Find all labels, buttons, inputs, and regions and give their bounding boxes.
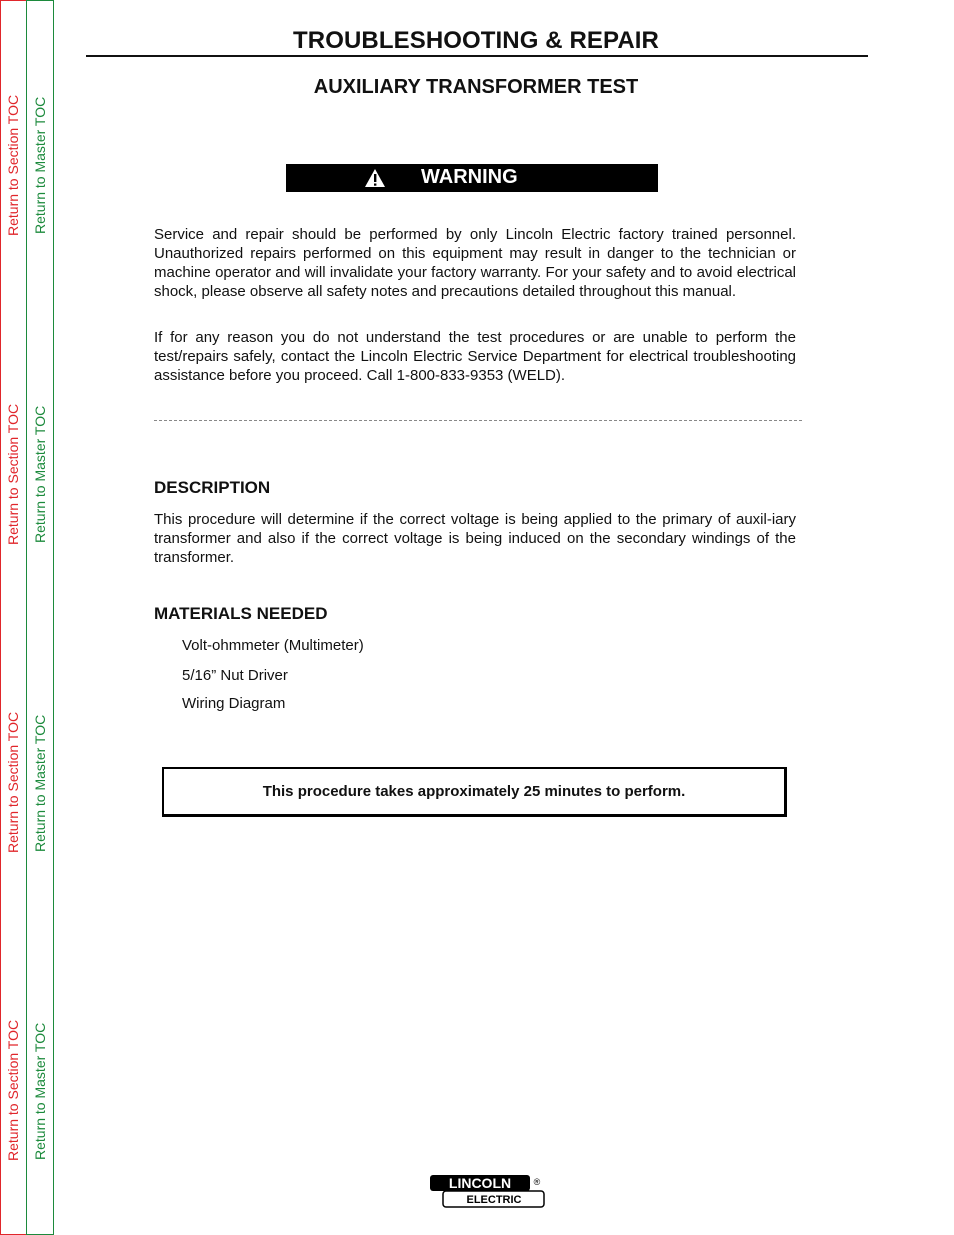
return-to-master-toc-link-4[interactable]: Return to Master TOC <box>32 1022 48 1160</box>
logo-line1: LINCOLN <box>448 1175 512 1191</box>
return-to-section-toc-link-4[interactable]: Return to Section TOC <box>5 1019 21 1161</box>
warning-banner <box>286 164 658 192</box>
return-to-master-toc-link-3[interactable]: Return to Master TOC <box>32 714 48 852</box>
procedure-time-text: This procedure takes approximately 25 minutes to perform. <box>262 783 686 800</box>
dashed-divider <box>154 420 802 421</box>
warning-paragraph-1: Service and repair should be performed by only Lincoln Electric factory trained personnel. Unauthorized repairs performed on this equipment may result in danger to the technician or machine operator and will invalidate your factory warranty. For your safety and to avoid electrical shock, please observe all safety notes and precautions detailed throughout this manual. <box>154 226 796 300</box>
lincoln-electric-logo <box>429 1174 547 1210</box>
materials-heading: MATERIALS NEEDED <box>154 604 328 623</box>
page-title: TROUBLESHOOTING & REPAIR <box>293 27 659 54</box>
return-to-section-toc-link-1[interactable]: Return to Section TOC <box>5 94 21 236</box>
return-to-master-toc-link-1[interactable]: Return to Master TOC <box>32 96 48 234</box>
return-to-section-toc-link-2[interactable]: Return to Section TOC <box>5 403 21 545</box>
material-item: 5/16” Nut Driver <box>182 667 288 684</box>
material-item: Volt-ohmmeter (Multimeter) <box>182 637 364 654</box>
warning-label: WARNING <box>421 166 518 188</box>
warning-paragraph-2: If for any reason you do not understand the test procedures or are unable to perform the test/repairs safely, contact the Lincoln Electric Service Department for electrical troubleshooting assistance before you proceed. Call 1-800-833-9353 (WELD). <box>154 329 796 384</box>
warning-triangle-icon <box>364 168 386 188</box>
procedure-time-box <box>162 767 787 817</box>
section-subtitle: AUXILIARY TRANSFORMER TEST <box>313 76 639 98</box>
description-text: This procedure will determine if the correct voltage is being applied to the primary of auxil-iary transformer and also if the correct voltage is being induced on the secondary windings of the transformer. <box>154 511 796 566</box>
return-to-section-toc-link-3[interactable]: Return to Section TOC <box>5 711 21 853</box>
description-heading: DESCRIPTION <box>154 478 271 497</box>
header-divider <box>86 55 868 57</box>
return-to-master-toc-link-2[interactable]: Return to Master TOC <box>32 405 48 543</box>
logo-registered: ® <box>533 1177 541 1187</box>
logo-line2: ELECTRIC <box>466 1194 522 1206</box>
material-item: Wiring Diagram <box>182 695 286 712</box>
